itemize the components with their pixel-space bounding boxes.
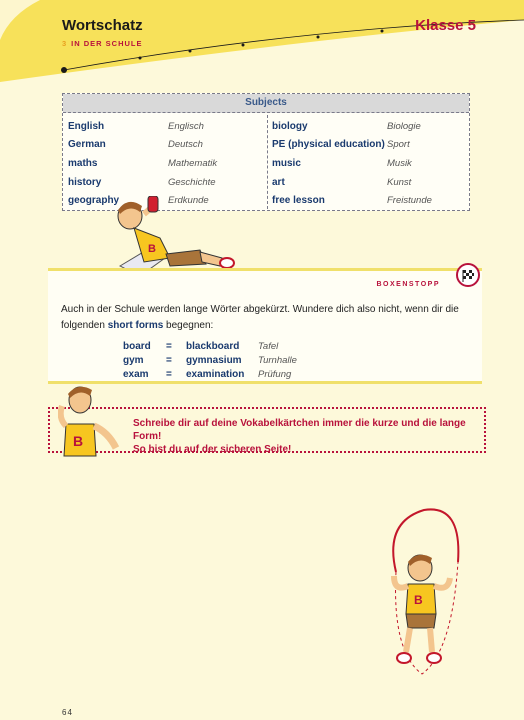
boxenstopp-line-2 — [61, 318, 461, 334]
english-word: music — [272, 157, 301, 169]
german-word: Mathematik — [168, 157, 218, 169]
vocab-row — [272, 136, 472, 155]
english-word: English — [68, 120, 105, 132]
boxenstopp-label: BOXENSTOPP — [376, 281, 440, 288]
class-label: Klasse 5 — [415, 17, 476, 34]
boxenstopp-box — [48, 268, 482, 384]
svg-text:B: B — [414, 593, 423, 607]
equals-sign: = — [166, 340, 172, 352]
vocab-row — [272, 173, 472, 192]
short-form-row — [123, 367, 297, 381]
vocab-row — [272, 191, 472, 210]
german-translation: Turnhalle — [258, 354, 297, 366]
short-form: exam — [123, 368, 149, 380]
long-form: blackboard — [186, 340, 240, 352]
german-word: Kunst — [387, 176, 412, 188]
chapter-title: IN DER SCHULE — [71, 39, 143, 48]
german-word: Biologie — [387, 120, 421, 132]
page-title: Wortschatz — [62, 17, 143, 34]
subjects-heading: Subjects — [63, 94, 469, 113]
boxenstopp-line-1: Auch in der Schule werden lange Wörter abgekürzt. Wundere dich also nicht, wenn dir die — [61, 304, 459, 315]
vocab-row — [272, 117, 472, 136]
text-fragment: begegnen: — [163, 320, 214, 331]
vocab-row — [68, 117, 268, 136]
tip-line-2: So bist du auf der sicheren Seite! — [133, 444, 292, 455]
boxenstopp-text — [61, 302, 461, 334]
subjects-right-column — [272, 117, 472, 210]
vocab-row — [272, 154, 472, 173]
english-word: German — [68, 139, 106, 151]
english-word: biology — [272, 120, 308, 132]
short-form: gym — [123, 354, 144, 366]
short-forms-keyword: short forms — [107, 320, 164, 331]
short-form: board — [123, 340, 151, 352]
german-word: Freistunde — [387, 195, 432, 207]
subjects-vocabulary-box — [62, 93, 470, 211]
chapter-number: 3 — [62, 39, 68, 48]
thinking-mascot-illustration — [58, 382, 124, 464]
english-word: history — [68, 176, 102, 188]
english-word: maths — [68, 157, 98, 169]
svg-text:B: B — [148, 243, 156, 255]
german-word: Musik — [387, 157, 412, 169]
vocab-row — [68, 136, 268, 155]
tip-text — [133, 417, 484, 456]
english-word: geography — [68, 195, 120, 207]
checkered-flag-icon — [456, 263, 480, 287]
skipping-rope-mascot-illustration — [372, 502, 472, 692]
german-word: Geschichte — [168, 176, 216, 188]
german-word: Sport — [387, 139, 410, 151]
equals-sign: = — [166, 354, 172, 366]
german-word: Erdkunde — [168, 195, 209, 207]
german-translation: Prüfung — [258, 368, 292, 380]
svg-text:B: B — [73, 433, 84, 449]
long-form: examination — [186, 368, 245, 380]
chapter-subtitle — [62, 39, 143, 48]
long-form: gymnasium — [186, 354, 242, 366]
equals-sign: = — [166, 368, 172, 380]
german-word: Deutsch — [168, 139, 203, 151]
short-forms-table — [123, 339, 297, 381]
tip-line-1: Schreibe dir auf deine Vokabelkärtchen immer die kurze und die lange Form! — [133, 418, 466, 442]
page-number: 64 — [62, 708, 73, 717]
short-form-row — [123, 339, 297, 353]
vocab-row — [68, 173, 268, 192]
english-word: PE (physical education) — [272, 139, 385, 151]
german-translation: Tafel — [258, 340, 279, 352]
german-word: Englisch — [168, 120, 204, 132]
text-fragment: folgenden — [61, 320, 108, 331]
vocab-row — [68, 154, 268, 173]
english-word: free lesson — [272, 195, 325, 207]
english-word: art — [272, 176, 285, 188]
short-form-row — [123, 353, 297, 367]
